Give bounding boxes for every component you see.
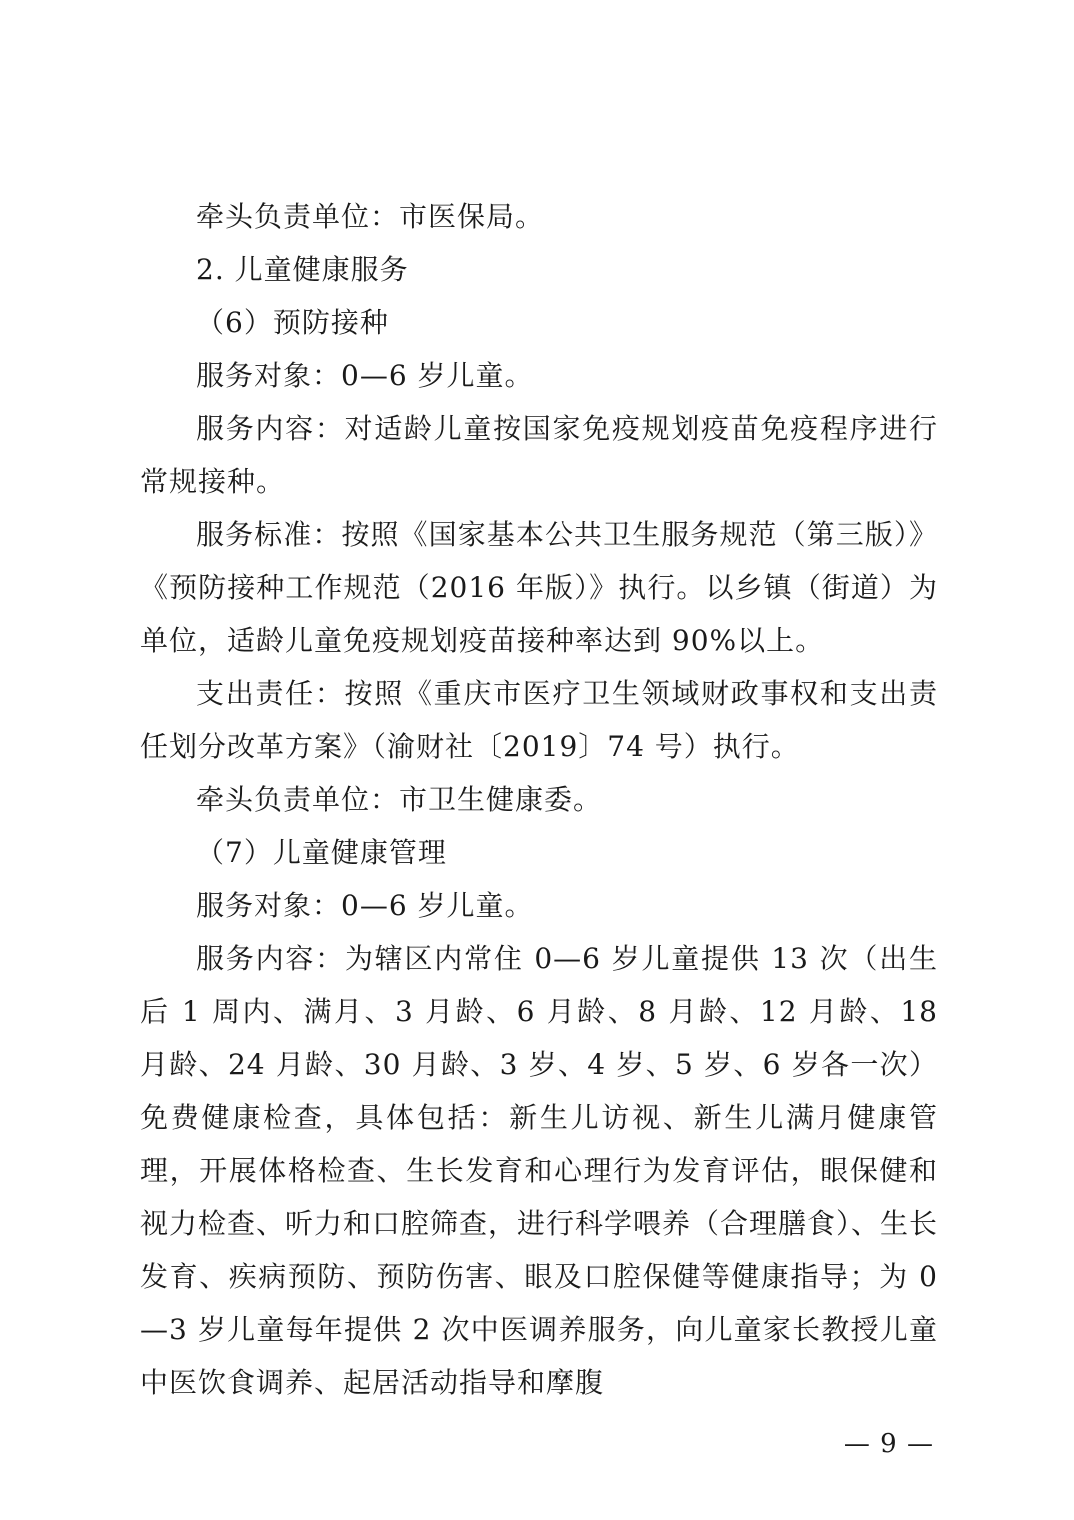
paragraph-service-target-2: 服务对象：0—6 岁儿童。 — [196, 889, 534, 922]
paragraph-service-content: 服务内容：对适龄儿童按国家免疫规划疫苗免疫程序进行常规接种。 — [140, 412, 938, 498]
paragraph-expenditure-responsibility: 支出责任：按照《重庆市医疗卫生领域财政事权和支出责任划分改革方案》（渝财社〔2019〕74 号）执行。 — [140, 677, 938, 763]
body-text — [140, 190, 938, 1409]
paragraph-service-target: 服务对象：0—6 岁儿童。 — [196, 359, 534, 392]
section-heading-child-health-services: 2. 儿童健康服务 — [196, 253, 409, 286]
paragraph-service-content-2: 服务内容：为辖区内常住 0—6 岁儿童提供 13 次（出生后 1 周内、满月、3 月龄、6 月龄、8 月龄、12 月龄、18 月龄、24 月龄、30 月龄、3 岁、4 岁、5 岁、6 岁各一次）免费健康检查，具体包括：新生儿访视、新生儿满月健康管理，开展体格检查、生长发育和心理行为发育评估，眼保健和视力检查、听力和口腔筛查，进行科学喂养（合理膳食）、生长发育、疾病预防、预防伤害、眼及口腔保健等健康指导；为 0—3 岁儿童每年提供 2 次中医调养服务，向儿童家长教授儿童中医饮食调养、起居活动指导和摩腹 — [140, 942, 939, 1399]
subsection-heading-vaccination: （6）预防接种 — [196, 306, 389, 339]
page-number: — 9 — — [843, 1429, 934, 1459]
paragraph-lead-unit-health-commission: 牵头负责单位：市卫生健康委。 — [196, 783, 603, 816]
subsection-heading-child-health-management: （7）儿童健康管理 — [196, 836, 447, 869]
paragraph-service-standard: 服务标准：按照《国家基本公共卫生服务规范（第三版）》《预防接种工作规范（2016 年版）》执行。以乡镇（街道）为单位，适龄儿童免疫规划疫苗接种率达到 90%以上。 — [140, 518, 938, 657]
paragraph-lead-unit-medical-insurance: 牵头负责单位：市医保局。 — [196, 200, 545, 233]
